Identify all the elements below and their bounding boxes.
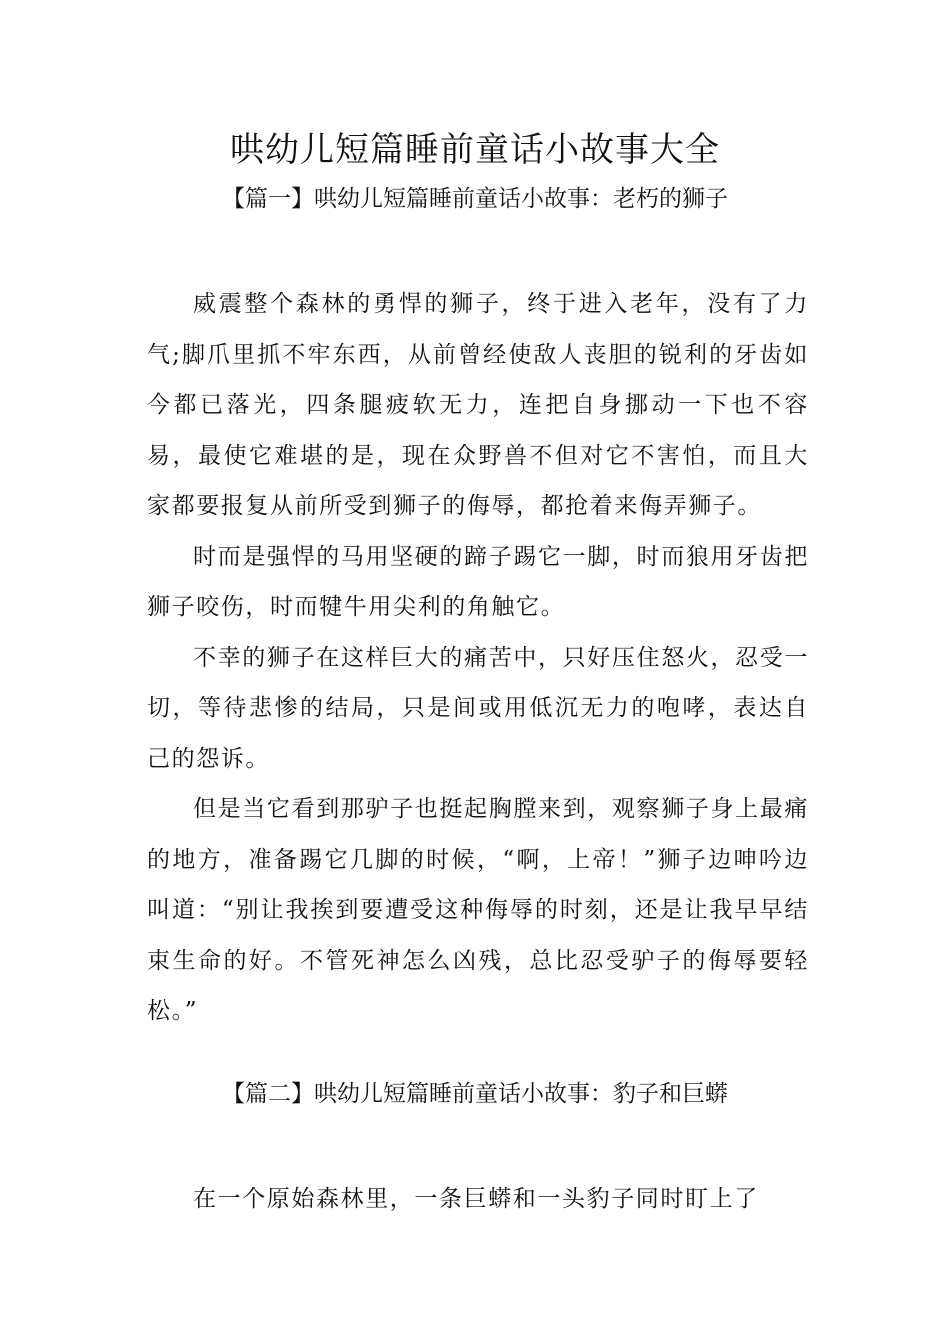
paragraph: 在一个原始森林里，一条巨蟒和一头豹子同时盯上了	[193, 1186, 759, 1212]
paragraph: 不幸的狮子在这样巨大的痛苦中，只好压住怒火，忍受一切，等待悲惨的结局，只是间或用低沉无力的咆哮，表达自己的怨诉。	[147, 644, 809, 772]
section-heading-1: 【篇一】哄幼儿短篇睡前童话小故事：老朽的狮子	[222, 186, 728, 212]
section-heading-2: 【篇二】哄幼儿短篇睡前童话小故事：豹子和巨蟒	[222, 1081, 728, 1107]
paragraph: 时而是强悍的马用坚硬的蹄子踢它一脚，时而狼用牙齿把狮子咬伤，时而犍牛用尖利的角触它。	[147, 543, 809, 620]
paragraph: 但是当它看到那驴子也挺起胸膛来到，观察狮子身上最痛的地方，准备踢它几脚的时候，“啊，上帝！”狮子边呻吟边叫道：“别让我挨到要遭受这种侮辱的时刻，还是让我早早结束生命的好。不管死神怎么凶残，总比忍受驴子的侮辱要轻松。”	[147, 796, 809, 1024]
section-body-2	[147, 1174, 809, 1225]
document-title: 哄幼儿短篇睡前童话小故事大全	[230, 130, 720, 170]
paragraph: 威震整个森林的勇悍的狮子，终于进入老年，没有了力气;脚爪里抓不牢东西，从前曾经使敌人丧胆的锐利的牙齿如今都已落光，四条腿疲软无力，连把自身挪动一下也不容易，最使它难堪的是，现在众野兽不但对它不害怕，而且大家都要报复从前所受到狮子的侮辱，都抢着来侮弄狮子。	[147, 291, 809, 519]
section-body-1	[147, 279, 809, 1037]
